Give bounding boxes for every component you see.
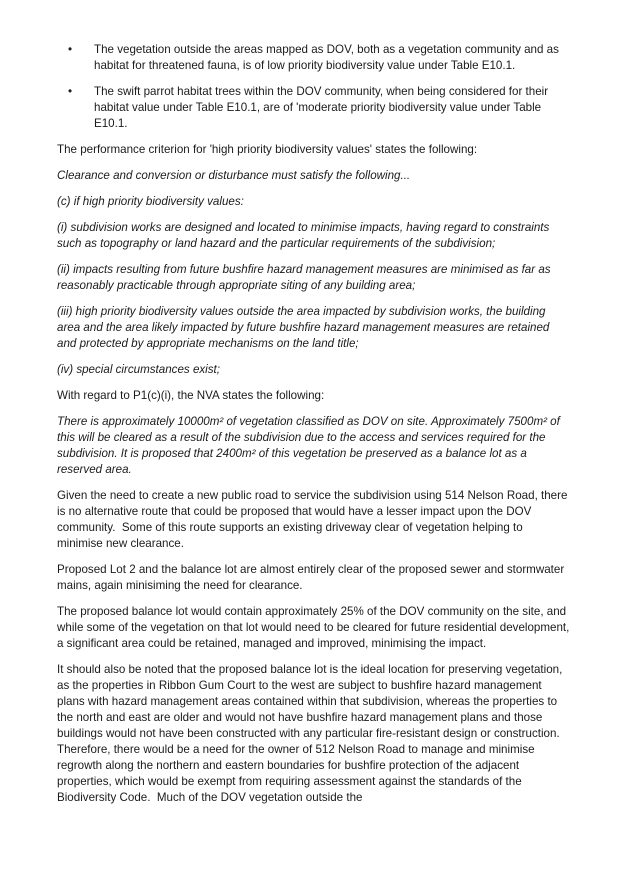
quote-nva-statement: There is approximately 10000m² of vegetation classified as DOV on site. Approximately 7500m² of this will be cleared as a result of the subdivision due to the access and services required for the subdivision. It is proposed that 2400m² of this vegetation be preserved as a balance lot as a reserved area. (57, 415, 564, 476)
paragraph-performance-criterion: The performance criterion for 'high priority biodiversity values' states the following: (57, 143, 478, 156)
bullet-text: The swift parrot habitat trees within the DOV community, when being considered for their habitat value under Table E10.1, are of 'moderate priority biodiversity value under Table E10.1. (94, 85, 552, 130)
bullet-marker: • (68, 85, 73, 98)
quote-clause-i: (i) subdivision works are designed and located to minimise impacts, having regard to constraints such as topography or land hazard and the particular requirements of the subdivision; (57, 221, 553, 250)
bullet-item (57, 84, 571, 132)
bullet-item (57, 42, 571, 74)
paragraph-balance-lot-25-percent: The proposed balance lot would contain approximately 25% of the DOV community on the site, and while some of the vegetation on that lot would need to be cleared for future residential development, a significant area could be retained, managed and improved, minimising the impact. (57, 605, 573, 650)
quote-clause-iv: (iv) special circumstances exist; (57, 363, 220, 376)
paragraph-proposed-lot-2: Proposed Lot 2 and the balance lot are almost entirely clear of the proposed sewer and stormwater mains, again minisiming the need for clearance. (57, 563, 568, 592)
bullet-list (57, 42, 571, 132)
paragraph-with-regard: With regard to P1(c)(i), the NVA states the following: (57, 389, 325, 402)
quote-clause-iii: (iii) high priority biodiversity values outside the area impacted by subdivision works, the building area and the area likely impacted by future bushfire hazard management measures are retained and protected by appropriate mechanisms on the land title; (57, 305, 553, 350)
quote-clause-ii: (ii) impacts resulting from future bushfire hazard management measures are minimised as far as reasonably practicable through appropriate siting of any building area; (57, 263, 554, 292)
paragraph-new-public-road: Given the need to create a new public road to service the subdivision using 514 Nelson Road, there is no alternative route that could be proposed that would have a lesser impact upon the DOV community. Some of this route supports an existing driveway clear of vegetation helping to minimise new clearance. (57, 489, 571, 550)
bullet-marker: • (68, 43, 73, 56)
paragraph-ideal-location: It should also be noted that the proposed balance lot is the ideal location for preserving vegetation, as the properties in Ribbon Gum Court to the west are subject to bushfire hazard management plans with hazard management areas contained within that subdivision, whereas the properties to the north and east are older and would not have bushfire hazard management plans and those buildings would not have been constructed with any particular fire-resistant design or construction. Therefore, there would be a need for the owner of 512 Nelson Road to manage and minimise regrowth along the northern and eastern boundaries for bushfire protection of the adjacent properties, which would be exempt from requiring assessment against the standards of the Biodiversity Code. Much of the DOV vegetation outside the (57, 663, 566, 804)
quote-clause-c: (c) if high priority biodiversity values: (57, 195, 244, 208)
quote-clearance-conversion: Clearance and conversion or disturbance must satisfy the following... (57, 169, 411, 182)
document-content (57, 42, 571, 806)
bullet-text: The vegetation outside the areas mapped as DOV, both as a vegetation community and as habitat for threatened fauna, is of low priority biodiversity value under Table E10.1. (94, 43, 563, 72)
